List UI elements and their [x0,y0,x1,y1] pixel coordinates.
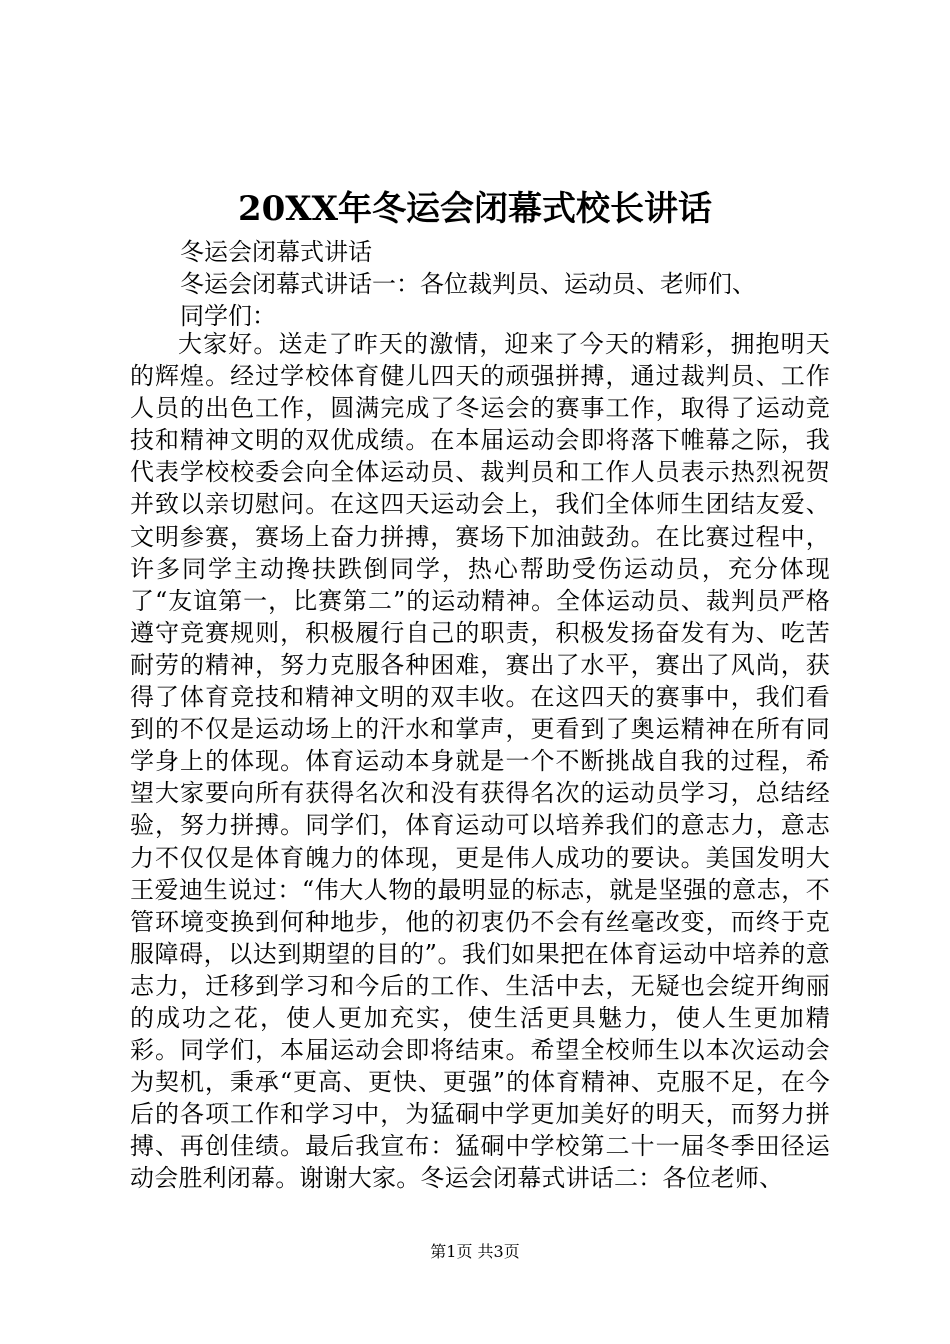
intro-line-salutation: 冬运会闭幕式讲话一：各位裁判员、运动员、老师们、 [180,270,756,298]
page-number-footer: 第1页 共3页 [430,1242,520,1261]
speech-body: 大家好。送走了昨天的激情，迎来了今天的精彩，拥抱明天的辉煌。经过学校体育健儿四天的顽强拼搏，通过裁判员、工作人员的出色工作，圆满完成了冬运会的赛事工作，取得了运动竞技和精神文明的双优成绩。在本届运动会即将落下帷幕之际，我代表学校校委会向全体运动员、裁判员和工作人员表示热烈祝贺并致以亲切慰问。在这四天运动会上，我们全体师生团结友爱、文明参赛，赛场上奋力拼搏，赛场下加油鼓劲。在比赛过程中，许多同学主动搀扶跌倒同学，热心帮助受伤运动员，充分体现了“友谊第一，比赛第二”的运动精神。全体运动员、裁判员严格遵守竞赛规则，积极履行自己的职责，积极发扬奋发有为、吃苦耐劳的精神，努力克服各种困难，赛出了水平，赛出了风尚，获得了体育竞技和精神文明的双丰收。在这四天的赛事中，我们看到的不仅是运动场上的汗水和掌声，更看到了奥运精神在所有同学身上的体现。体育运动本身就是一个不断挑战自我的过程，希望大家要向所有获得名次和没有获得名次的运动员学习，总结经验，努力拼搏。同学们，体育运动可以培养我们的意志力，意志力不仅仅是体育魄力的体现，更是伟人成功的要诀。美国发明大王爱迪生说过：“伟大人物的最明显的标志，就是坚强的意志，不管环境变换到何种地步，他的初衷仍不会有丝毫改变，而终于克服障碍，以达到期望的目的”。我们如果把在体育运动中培养的意志力，迁移到学习和今后的工作、生活中去，无疑也会绽开绚丽的成功之花，使人更加充实，使生活更具魅力，使人生更加精彩。同学们，本届运动会即将结束。希望全校师生以本次运动会为契机，秉承“更高、更快、更强”的体育精神、克服不足，在今后的各项工作和学习中，为猛硐中学更加美好的明天，而努力拼搏、再创佳绩。最后我宣布：猛硐中学校第二十一届冬季田径运动会胜利闭幕。谢谢大家。冬运会闭幕式讲话二：各位老师、 [130,330,830,1193]
intro-line-students: 同学们： [180,302,276,330]
intro-line-heading: 冬运会闭幕式讲话 [180,238,372,266]
document-title: 20XX年冬运会闭幕式校长讲话 [237,189,713,229]
